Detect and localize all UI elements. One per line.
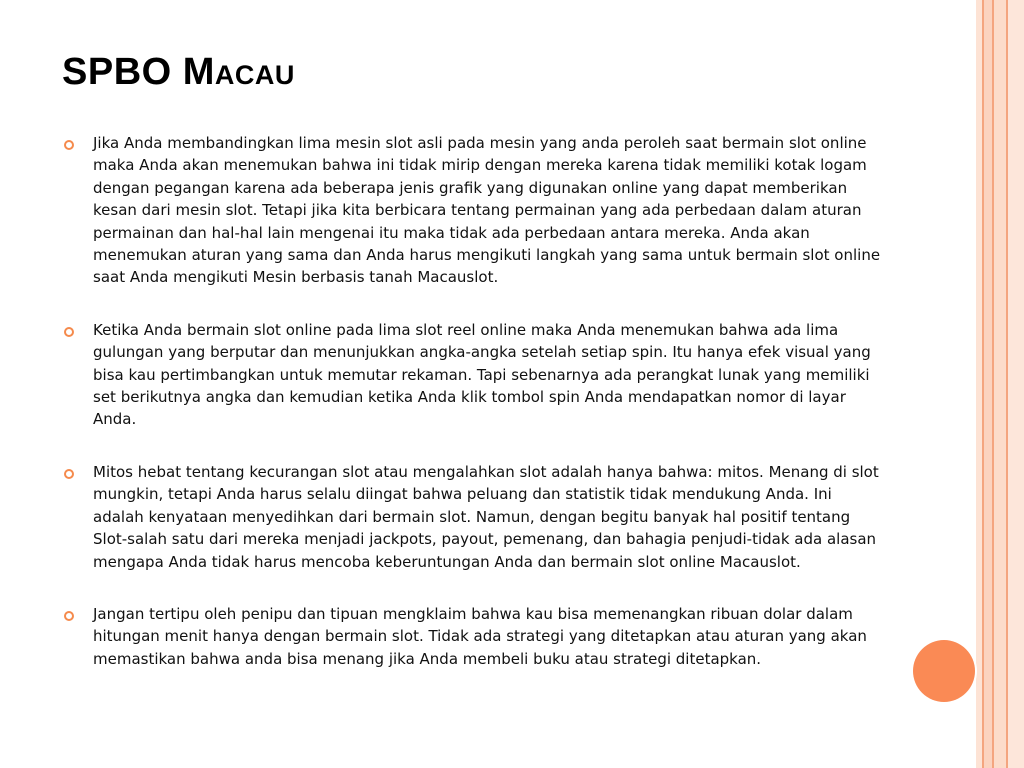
bullet-text: Jangan tertipu oleh penipu dan tipuan mengklaim bahwa kau bisa memenangkan ribuan dolar dalam hitungan menit hanya dengan bermain slot. Tidak ada strategi yang ditetapkan atau aturan yang akan memastikan bahwa anda bisa menang jika Anda membeli buku atau strategi ditetapkan. xyxy=(93,604,867,668)
bullet-text: Mitos hebat tentang kecurangan slot atau mengalahkan slot adalah hanya bahwa: mitos. Menang di slot mungkin, tetapi Anda harus selalu diingat bahwa peluang dan statistik tidak mendukung Anda. Ini adalah kenyataan menyedihkan dari bermain slot. Namun, dengan begitu banyak hal positif tentang Slot-salah satu dari mereka menjadi jackpots, payout, pemenang, dan bahagia penjudi-tidak ada alasan mengapa Anda tidak harus mencoba keberuntungan Anda dan bermain slot online Macauslot. xyxy=(93,462,879,571)
bullet-item xyxy=(62,461,882,573)
decorative-stripe xyxy=(984,0,992,768)
bullet-item xyxy=(62,319,882,431)
bullet-item xyxy=(62,603,882,670)
hollow-circle-bullet-icon xyxy=(64,469,74,479)
hollow-circle-bullet-icon xyxy=(64,140,74,150)
bullet-list xyxy=(62,132,882,700)
bullet-text: Jika Anda membandingkan lima mesin slot asli pada mesin yang anda peroleh saat bermain slot online maka Anda akan menemukan bahwa ini tidak mirip dengan mereka karena tidak memiliki kotak logam dengan pegangan karena ada beberapa jenis grafik yang digunakan online yang dapat memberikan kesan dari mesin slot. Tetapi jika kita berbicara tentang permainan yang ada perbedaan dalam aturan permainan dan hal-hal lain mengenai itu maka tidak ada perbedaan antara mereka. Anda akan menemukan aturan yang sama dan Anda harus mengikuti langkah yang sama untuk bermain slot online saat Anda mengikuti Mesin berbasis tanah Macauslot. xyxy=(93,134,881,287)
slide-title: SPBO Macau xyxy=(62,51,295,93)
bullet-item xyxy=(62,132,882,289)
hollow-circle-bullet-icon xyxy=(64,327,74,337)
hollow-circle-bullet-icon xyxy=(64,611,74,621)
decorative-stripe xyxy=(1008,0,1024,768)
decorative-circle xyxy=(913,640,975,702)
bullet-text: Ketika Anda bermain slot online pada lima slot reel online maka Anda menemukan bahwa ada lima gulungan yang berputar dan menunjukkan angka-angka setelah setiap spin. Itu hanya efek visual yang bisa kau pertimbangkan untuk memutar rekaman. Tapi sebenarnya ada perangkat lunak yang memiliki set berikutnya angka dan kemudian ketika Anda klik tombol spin Anda mendapatkan nomor di layar Anda. xyxy=(93,320,871,429)
decorative-stripe xyxy=(994,0,1006,768)
